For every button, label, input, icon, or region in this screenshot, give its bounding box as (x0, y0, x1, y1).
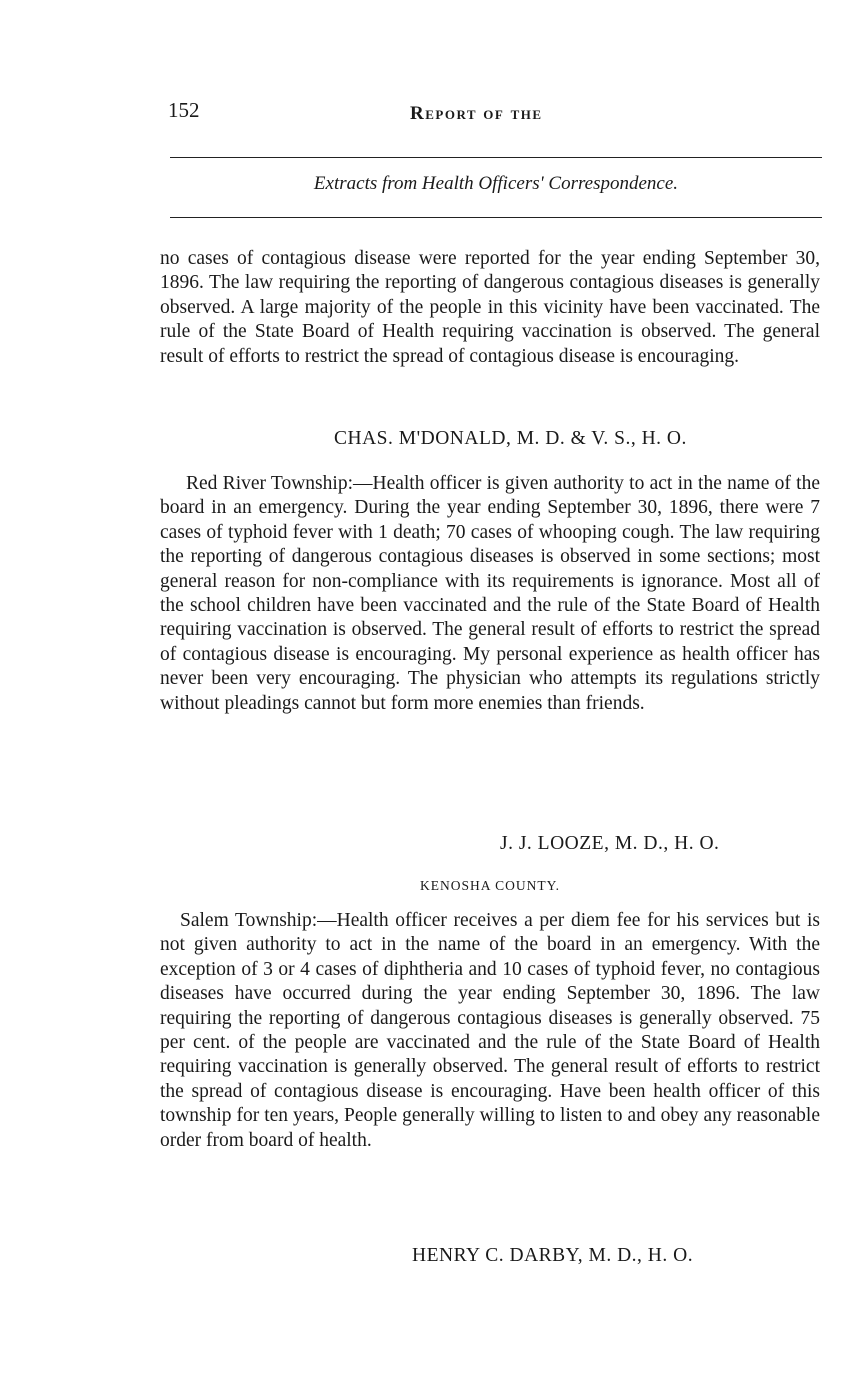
paragraph-red-river-township: Red River Township:—Health officer is given authority to act in the name of the board in an emergency. During the year ending September 30, 1896, there were 7 cases of typhoid fever with 1 death; 70 cases of whooping cough. The law requiring the reporting of dangerous contagious diseases is observed in some sections; most general reason for non-compliance with its requirements is ignorance. Most all of the school children have been vaccinated and the rule of the State Board of Health requiring vaccination is observed. The general result of efforts to restrict the spread of contagious disease is encouraging. My personal experience as health officer has never been very encouraging. The physician who attempts its regulations strictly without pleadings cannot but form more enemies than friends. (160, 473, 820, 714)
page-number: 152 (168, 98, 200, 122)
signature-mcdonald: CHAS. M'DONALD, M. D. & V. S., H. O. (334, 428, 687, 449)
header-rule-top (170, 157, 822, 158)
section-heading: Extracts from Health Officers' Correspondence. (313, 173, 679, 194)
header-rule-bottom (170, 217, 822, 218)
signature-looze: J. J. LOOZE, M. D., H. O. (500, 833, 720, 854)
county-heading: KENOSHA COUNTY. (419, 878, 560, 893)
paragraph-continued: no cases of contagious disease were reported for the year ending September 30, 1896. The law requiring the reporting of dangerous contagious diseases is generally observed. A large majority of the people in this vicinity have been vaccinated. The rule of the State Board of Health requiring vaccination is observed. The general result of efforts to restrict the spread of contagious disease is encouraging. (160, 248, 820, 367)
running-head: Report of the (410, 103, 543, 124)
signature-darby: HENRY C. DARBY, M. D., H. O. (412, 1245, 694, 1266)
paragraph-salem-township: Salem Township:—Health officer receives a per diem fee for his services but is not given authority to act in the name of the board in an emergency. With the exception of 3 or 4 cases of diphtheria and 10 cases of typhoid fever, no contagious diseases have occurred during the year ending September 30, 1896. The law requiring the reporting of dangerous contagious diseases is generally observed. 75 per cent. of the people are vaccinated and the rule of the State Board of Health requiring vaccination is generally observed. The general result of efforts to restrict the spread of contagious disease is encouraging. Have been health officer of this township for ten years, People generally willing to listen to and obey any reasonable order from board of health. (160, 910, 820, 1151)
